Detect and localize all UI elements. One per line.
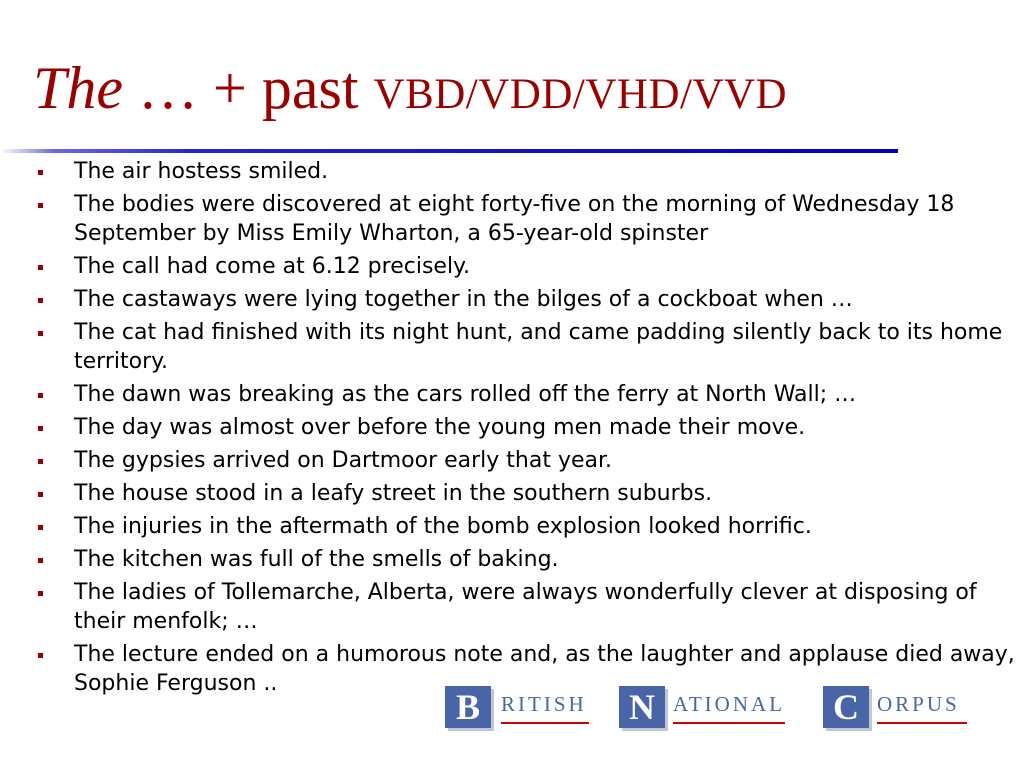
bullet-marker-icon — [38, 558, 43, 563]
bullet-item — [37, 190, 1017, 248]
bullet-text: The air hostess smiled. — [74, 159, 329, 184]
bullet-text: The lecture ended on a humorous note and, as the laughter and applause died away, Sophie Ferguson .. — [74, 642, 1015, 696]
bullet-marker-icon — [38, 298, 43, 303]
bullet-marker-icon — [38, 331, 43, 336]
logo-n-box: N — [619, 686, 665, 728]
logo-b-box: B — [445, 686, 491, 728]
bullet-text: The dawn was breaking as the cars rolled off the ferry at North Wall; … — [74, 382, 857, 407]
bullet-text: The cat had finished with its night hunt, and came padding silently back to its home territory. — [74, 320, 1003, 374]
bullet-text: The kitchen was full of the smells of baking. — [74, 547, 559, 572]
bullet-marker-icon — [38, 393, 43, 398]
bullet-text: The day was almost over before the young men made their move. — [74, 415, 806, 440]
logo-corpus-text: ORPUS — [877, 692, 960, 716]
bullet-marker-icon — [38, 203, 43, 208]
logo-national-text: ATIONAL — [673, 692, 785, 716]
bullet-text: The call had come at 6.12 precisely. — [74, 254, 470, 279]
bullet-item — [37, 512, 1017, 541]
bullet-item — [37, 157, 1017, 186]
bullet-text: The ladies of Tollemarche, Alberta, were always wonderfully clever at disposing of their menfolk; … — [74, 580, 977, 634]
logo-british-text: RITISH — [501, 692, 587, 716]
bullet-marker-icon — [38, 525, 43, 530]
bullet-item — [37, 380, 1017, 409]
bullet-item — [37, 446, 1017, 475]
title-tags: VBD/VDD/VHD/VVD — [373, 71, 788, 118]
bullet-item — [37, 578, 1017, 636]
bullet-item — [37, 413, 1017, 442]
slide-title — [33, 52, 787, 131]
bullet-item — [37, 318, 1017, 376]
bullet-marker-icon — [38, 591, 43, 596]
title-the: The — [33, 55, 123, 121]
bullet-item — [37, 285, 1017, 314]
bullet-marker-icon — [38, 492, 43, 497]
bullet-marker-icon — [38, 265, 43, 270]
bullet-text: The injuries in the aftermath of the bomb explosion looked horrific. — [74, 514, 812, 539]
logo-corpus-underline — [877, 722, 967, 724]
bullet-list — [37, 157, 1017, 702]
bullet-marker-icon — [38, 426, 43, 431]
bullet-marker-icon — [38, 170, 43, 175]
bullet-marker-icon — [38, 459, 43, 464]
bullet-item — [37, 545, 1017, 574]
bullet-item — [37, 252, 1017, 281]
bullet-text: The castaways were lying together in the bilges of a cockboat when … — [74, 287, 853, 312]
bullet-item — [37, 479, 1017, 508]
bullet-text: The gypsies arrived on Dartmoor early that year. — [74, 448, 613, 473]
logo-c-box: C — [823, 686, 869, 728]
bullet-marker-icon — [38, 653, 43, 658]
bullet-text: The bodies were discovered at eight forty-five on the morning of Wednesday 18 September by Miss Emily Wharton, a 65-year-old spinster — [74, 192, 955, 246]
title-divider — [0, 149, 898, 153]
logo-national-underline — [673, 722, 785, 724]
logo-british-underline — [501, 722, 589, 724]
bnc-logo — [445, 686, 985, 732]
title-middle: … + past — [123, 55, 374, 121]
bullet-text: The house stood in a leafy street in the southern suburbs. — [74, 481, 713, 506]
